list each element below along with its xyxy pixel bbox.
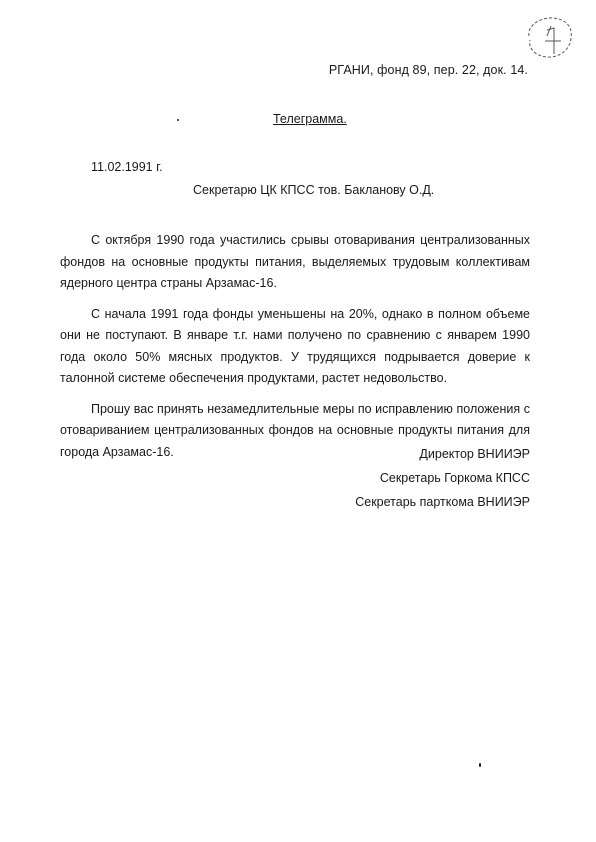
addressee: Секретарю ЦК КПСС тов. Бакланову О.Д. <box>193 183 435 197</box>
body-text <box>60 230 530 472</box>
paragraph-1: С октября 1990 года участились срывы отоваривания централизованных фондов на основные продукты питания, выделяемых трудовым коллективам ядерного центра страны Арзамас-16. <box>60 233 530 290</box>
paragraph-3: Прошу вас принять незамедлительные меры по исправлению положения с отовариванием централизованных фондов на основные продукты питания для города Арзамас-16. <box>60 401 530 459</box>
signature-gorkom-secretary: Секретарь Горкома КПСС <box>379 471 530 485</box>
signature-block <box>355 442 530 514</box>
handwritten-page-number-mark <box>521 14 577 62</box>
signature-partkom-secretary: Секретарь парткома ВНИИЭР <box>355 495 530 509</box>
scan-speck <box>177 119 179 121</box>
paragraph-2: С начала 1991 года фонды уменьшены на 20%, однако в полном объеме они не поступают. В январе т.г. нами получено по сравнению с январем 1990 года около 50% мясных продуктов. У трудящихся подрывается доверие к талонной системе обеспечения продуктами, растет недовольство. <box>60 306 530 385</box>
document-date: 11.02.1991 г. <box>91 160 163 174</box>
archive-reference: РГАНИ, фонд 89, пер. 22, док. 14. <box>328 63 528 77</box>
document-title: Телеграмма. <box>273 112 347 126</box>
signature-director: Директор ВНИИЭР <box>419 447 530 461</box>
scan-speck <box>479 763 481 767</box>
